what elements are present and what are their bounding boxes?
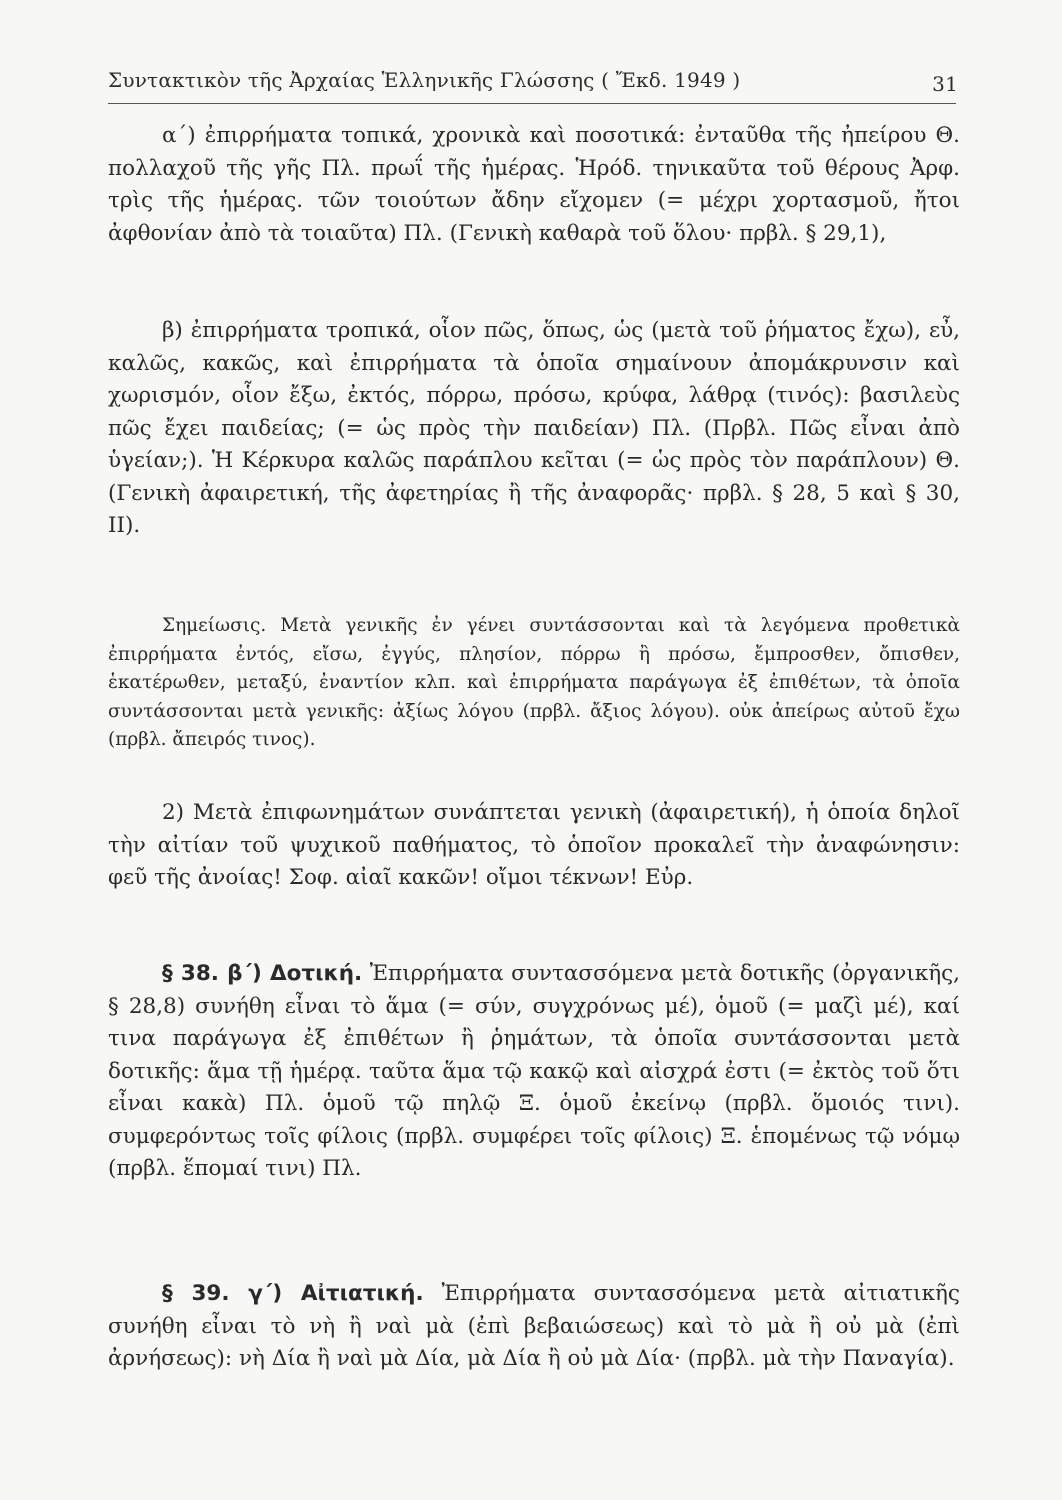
- section-39: [108, 1278, 960, 1376]
- header-rule: [108, 103, 956, 104]
- note: [108, 612, 960, 755]
- paragraph-beta-text: β) ἐπιρρήματα τροπικά, οἷον πῶς, ὅπως, ὡς (μετὰ τοῦ ῥήματος ἔχω), εὖ, καλῶς, κακῶς, καὶ ἐπιρρήματα τὰ ὁποῖα σημαίνουν ἀπομάκρυνσιν καὶ χωρισμόν, οἷον ἔξω, ἐκτός, πόρρω, πρόσω, κρύφα, λάθρᾳ (τινός): βασιλεὺς πῶς ἔχει παιδείας; (= ὡς πρὸς τὴν παιδείαν) Πλ. (Πρβλ. Πῶς εἶναι ἀπὸ ὑγείαν;). Ἡ Κέρκυρα καλῶς παράπλου κεῖται (= ὡς πρὸς τὸν παράπλουν) Θ. (Γενικὴ ἀφαιρετική, τῆς ἀφετηρίας ἢ τῆς ἀναφορᾶς· πρβλ. § 28, 5 καὶ § 30, II).: [108, 318, 960, 538]
- section-39-text: Ἐπιρρήματα συντασσόμενα μετὰ αἰτιατικῆς συνήθη εἶναι τὸ νὴ ἢ ναὶ μὰ (ἐπὶ βεβαιώσεως) καὶ τὸ μὰ ἢ οὐ μὰ (ἐπὶ ἀρνήσεως): νὴ Δία ἢ ναὶ μὰ Δία, μὰ Δία ἢ οὐ μὰ Δία· (πρβλ. μὰ τὴν Παναγία).: [108, 1281, 960, 1371]
- paragraph-2-text: 2) Μετὰ ἐπιφωνημάτων συνάπτεται γενικὴ (ἀφαιρετική), ἡ ὁποία δηλοῖ τὴν αἰτίαν τοῦ ψυχικοῦ παθήματος, τὸ ὁποῖον προκαλεῖ τὴν ἀναφώνησιν: φεῦ τῆς ἀνοίας! Σοφ. αἰαῖ κακῶν! οἴμοι τέκνων! Εὐρ.: [108, 800, 960, 890]
- section-38-heading: § 38. β΄) Δοτική.: [162, 961, 363, 986]
- running-header: [108, 68, 958, 96]
- header-title: Συντακτικὸν τῆς Ἀρχαίας Ἑλληνικῆς Γλώσσης ( Ἔκδ. 1949 ): [108, 68, 741, 92]
- paragraph-alpha-text: α΄) ἐπιρρήματα τοπικά, χρονικὰ καὶ ποσοτικά: ἐνταῦθα τῆς ἠπείρου Θ. πολλαχοῦ τῆς γῆς Πλ. πρωΐ τῆς ἡμέρας. Ἡρόδ. τηνικαῦτα τοῦ θέρους Ἀρφ. τρὶς τῆς ἡμέρας. τῶν τοιούτων ἄδην εἴχομεν (= μέχρι χορτασμοῦ, ἤτοι ἀφθονίαν ἀπὸ τὰ τοιαῦτα) Πλ. (Γενικὴ καθαρὰ τοῦ ὅλου· πρβλ. § 29,1),: [108, 123, 960, 246]
- note-text: Σημείωσις. Μετὰ γενικῆς ἐν γένει συντάσσονται καὶ τὰ λεγόμενα προθετικὰ ἐπιρρήματα ἐντός, εἴσω, ἐγγύς, πλησίον, πόρρω ἢ πρόσω, ἔμπροσθεν, ὄπισθεν, ἑκατέρωθεν, μεταξύ, ἐναντίον κλπ. καὶ ἐπιρρήματα παράγωγα ἐξ ἐπιθέτων, τὰ ὁποῖα συντάσσονται μετὰ γενικῆς: ἀξίως λόγου (πρβλ. ἄξιος λόγου). οὐκ ἀπείρως αὐτοῦ ἔχω (πρβλ. ἄπειρός τινος).: [108, 615, 960, 750]
- paragraph-2: [108, 797, 960, 895]
- paragraph-beta: [108, 315, 960, 543]
- page-number: 31: [932, 72, 958, 96]
- section-39-heading: § 39. γ΄) Αἰτιατική.: [162, 1281, 424, 1306]
- section-38: [108, 958, 960, 1186]
- section-38-text: Ἐπιρρήματα συντασσόμενα μετὰ δοτικῆς (ὀργανικῆς, § 28,8) συνήθη εἶναι τὸ ἅμα (= σύν, συγχρόνως μέ), ὁμοῦ (= μαζὶ μέ), καί τινα παράγωγα ἐξ ἐπιθέτων ἢ ῥημάτων, τὰ ὁποῖα συντάσσονται μετὰ δοτικῆς: ἅμα τῇ ἡμέρᾳ. ταῦτα ἅμα τῷ κακῷ καὶ αἰσχρά ἐστι (= ἐκτὸς τοῦ ὅτι εἶναι κακὰ) Πλ. ὁμοῦ τῷ πηλῷ Ξ. ὁμοῦ ἐκείνῳ (πρβλ. ὅμοιός τινι). συμφερόντως τοῖς φίλοις (πρβλ. συμφέρει τοῖς φίλοις) Ξ. ἑπομένως τῷ νόμῳ (πρβλ. ἕπομαί τινι) Πλ.: [108, 961, 960, 1181]
- paragraph-alpha: [108, 120, 960, 250]
